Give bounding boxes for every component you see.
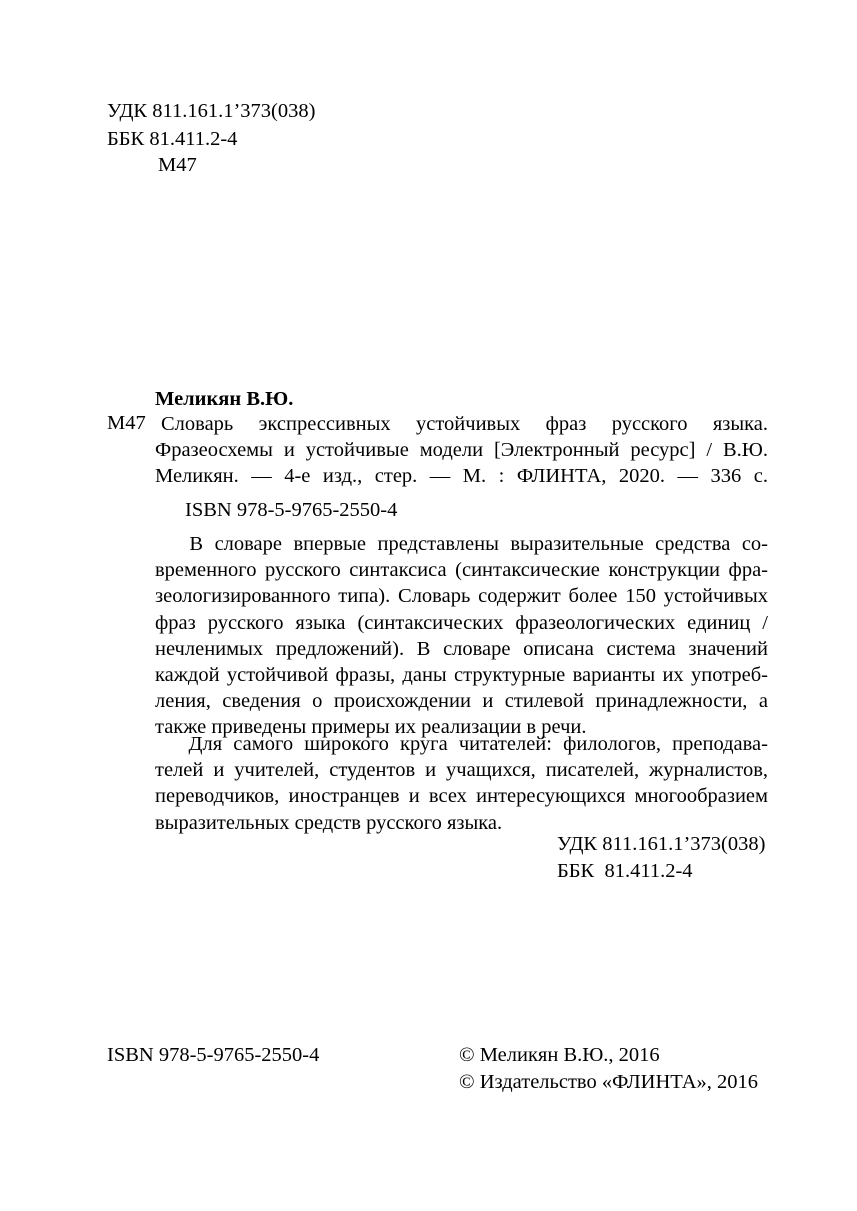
udk-code-bottom: УДК 811.161.1’373(038) [557,833,766,855]
copyright-publisher: © Издательство «ФЛИНТА», 2016 [459,1071,759,1093]
annotation-line: каждой устойчивой фразы, даны структурные варианты их употреб- [155,663,768,686]
author-name: Меликян В.Ю. [155,388,294,410]
bbk-code-top: ББК 81.411.2-4 [107,128,238,150]
entry-line: Словарь экспрессивных устойчивых фраз русского языка. [161,413,768,435]
bibliographic-description [155,411,768,490]
audience-line: телей и учителей, студентов и учащихся, писателей, журналистов, [155,759,768,782]
copyright-author: © Меликян В.Ю., 2016 [459,1044,660,1066]
author-code-top: М47 [158,154,197,176]
udk-code-top: УДК 811.161.1’373(038) [107,100,316,122]
isbn-footer: ISBN 978-5-9765-2550-4 [107,1044,320,1066]
audience-line: выразительных средств русского языка. [155,811,503,834]
annotation-line: В словаре впервые представлены выразительные средства со- [155,533,768,555]
annotation-line: ления, сведения о происхождении и стилевой принадлежности, а [155,690,768,713]
isbn-entry: ISBN 978-5-9765-2550-4 [185,499,398,521]
author-code-entry: М47 [107,412,146,434]
annotation-line: временного русского синтаксиса (синтаксические конструкции фра- [155,559,768,582]
entry-line: Фразеосхемы и устойчивые модели [Электронный ресурс] / В.Ю. [155,439,768,462]
annotation-line: зеологизированного типа). Словарь содержит более 150 устойчивых [155,585,768,608]
audience-line: переводчиков, иностранцев и всех интересующихся многообразием [155,785,768,808]
annotation-line: фраз русского языка (синтаксических фразеологических единиц / [155,611,768,634]
annotation-line: также приведены примеры их реализации в речи. [155,716,587,739]
annotation-paragraph [155,531,768,741]
audience-line: Для самого широкого круга читателей: филологов, преподава- [155,733,768,755]
audience-paragraph [155,731,768,836]
annotation-line: нечленимых предложений). В словаре описана система значений [155,637,768,660]
entry-line: Меликян. — 4-е изд., стер. — М. : ФЛИНТА, 2020. — 336 с. [155,465,768,488]
bbk-code-bottom: ББК 81.411.2-4 [557,860,693,882]
